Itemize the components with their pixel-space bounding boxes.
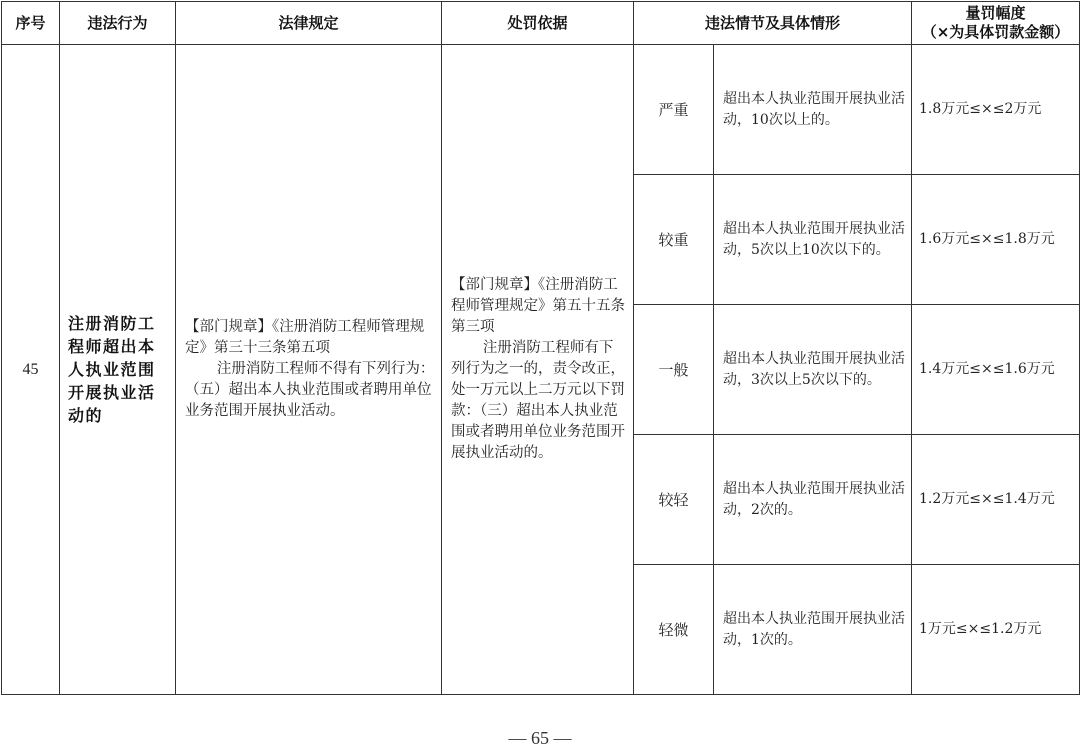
level-description: 超出本人执业范围开展执业活动，10次以上的。	[714, 45, 912, 175]
legal-provision-source: 【部门规章】《注册消防工程师管理规定》第三十三条第五项	[185, 319, 425, 356]
header-penalty-range-line2: （×为具体罚款金额）	[921, 23, 1070, 41]
level-label: 轻微	[634, 565, 714, 695]
level-fine-range: 1.2万元≤×≤1.4万元	[912, 435, 1080, 565]
legal-provision-text: 注册消防工程师不得有下列行为：（五）超出本人执业范围或者聘用单位业务范围开展执业活动。	[185, 361, 435, 419]
header-violation: 违法行为	[60, 2, 176, 45]
level-label: 严重	[634, 45, 714, 175]
header-legal-provision: 法律规定	[176, 2, 442, 45]
page-number: — 65 —	[508, 728, 572, 748]
penalty-basis-text: 注册消防工程师有下列行为之一的，责令改正，处一万元以上二万元以下罚款：（三）超出本人执业范围或者聘用单位业务范围开展执业活动的。	[451, 340, 625, 461]
header-penalty-range-line1: 量罚幅度	[965, 4, 1026, 22]
header-penalty-range	[912, 2, 1080, 45]
header-seq: 序号	[2, 2, 60, 45]
level-label: 一般	[634, 305, 714, 435]
level-description: 超出本人执业范围开展执业活动，1次的。	[714, 565, 912, 695]
penalty-table	[1, 1, 1080, 695]
level-description: 超出本人执业范围开展执业活动，5次以上10次以下的。	[714, 175, 912, 305]
level-description: 超出本人执业范围开展执业活动，2次的。	[714, 435, 912, 565]
level-fine-range: 1万元≤×≤1.2万元	[912, 565, 1080, 695]
row-legal-provision	[176, 45, 442, 695]
penalty-basis-source: 【部门规章】《注册消防工程师管理规定》第五十五条第三项	[451, 277, 625, 335]
header-circumstance: 违法情节及具体情形	[634, 2, 912, 45]
level-fine-range: 1.4万元≤×≤1.6万元	[912, 305, 1080, 435]
level-label: 较重	[634, 175, 714, 305]
table-row	[2, 45, 1080, 175]
level-fine-range: 1.8万元≤×≤2万元	[912, 45, 1080, 175]
table-header-row	[2, 2, 1080, 45]
row-penalty-basis	[442, 45, 634, 695]
header-penalty-basis: 处罚依据	[442, 2, 634, 45]
level-label: 较轻	[634, 435, 714, 565]
level-description: 超出本人执业范围开展执业活动，3次以上5次以下的。	[714, 305, 912, 435]
level-fine-range: 1.6万元≤×≤1.8万元	[912, 175, 1080, 305]
row-seq: 45	[2, 45, 60, 695]
row-violation: 注册消防工程师超出本人执业范围开展执业活动的	[60, 45, 176, 695]
